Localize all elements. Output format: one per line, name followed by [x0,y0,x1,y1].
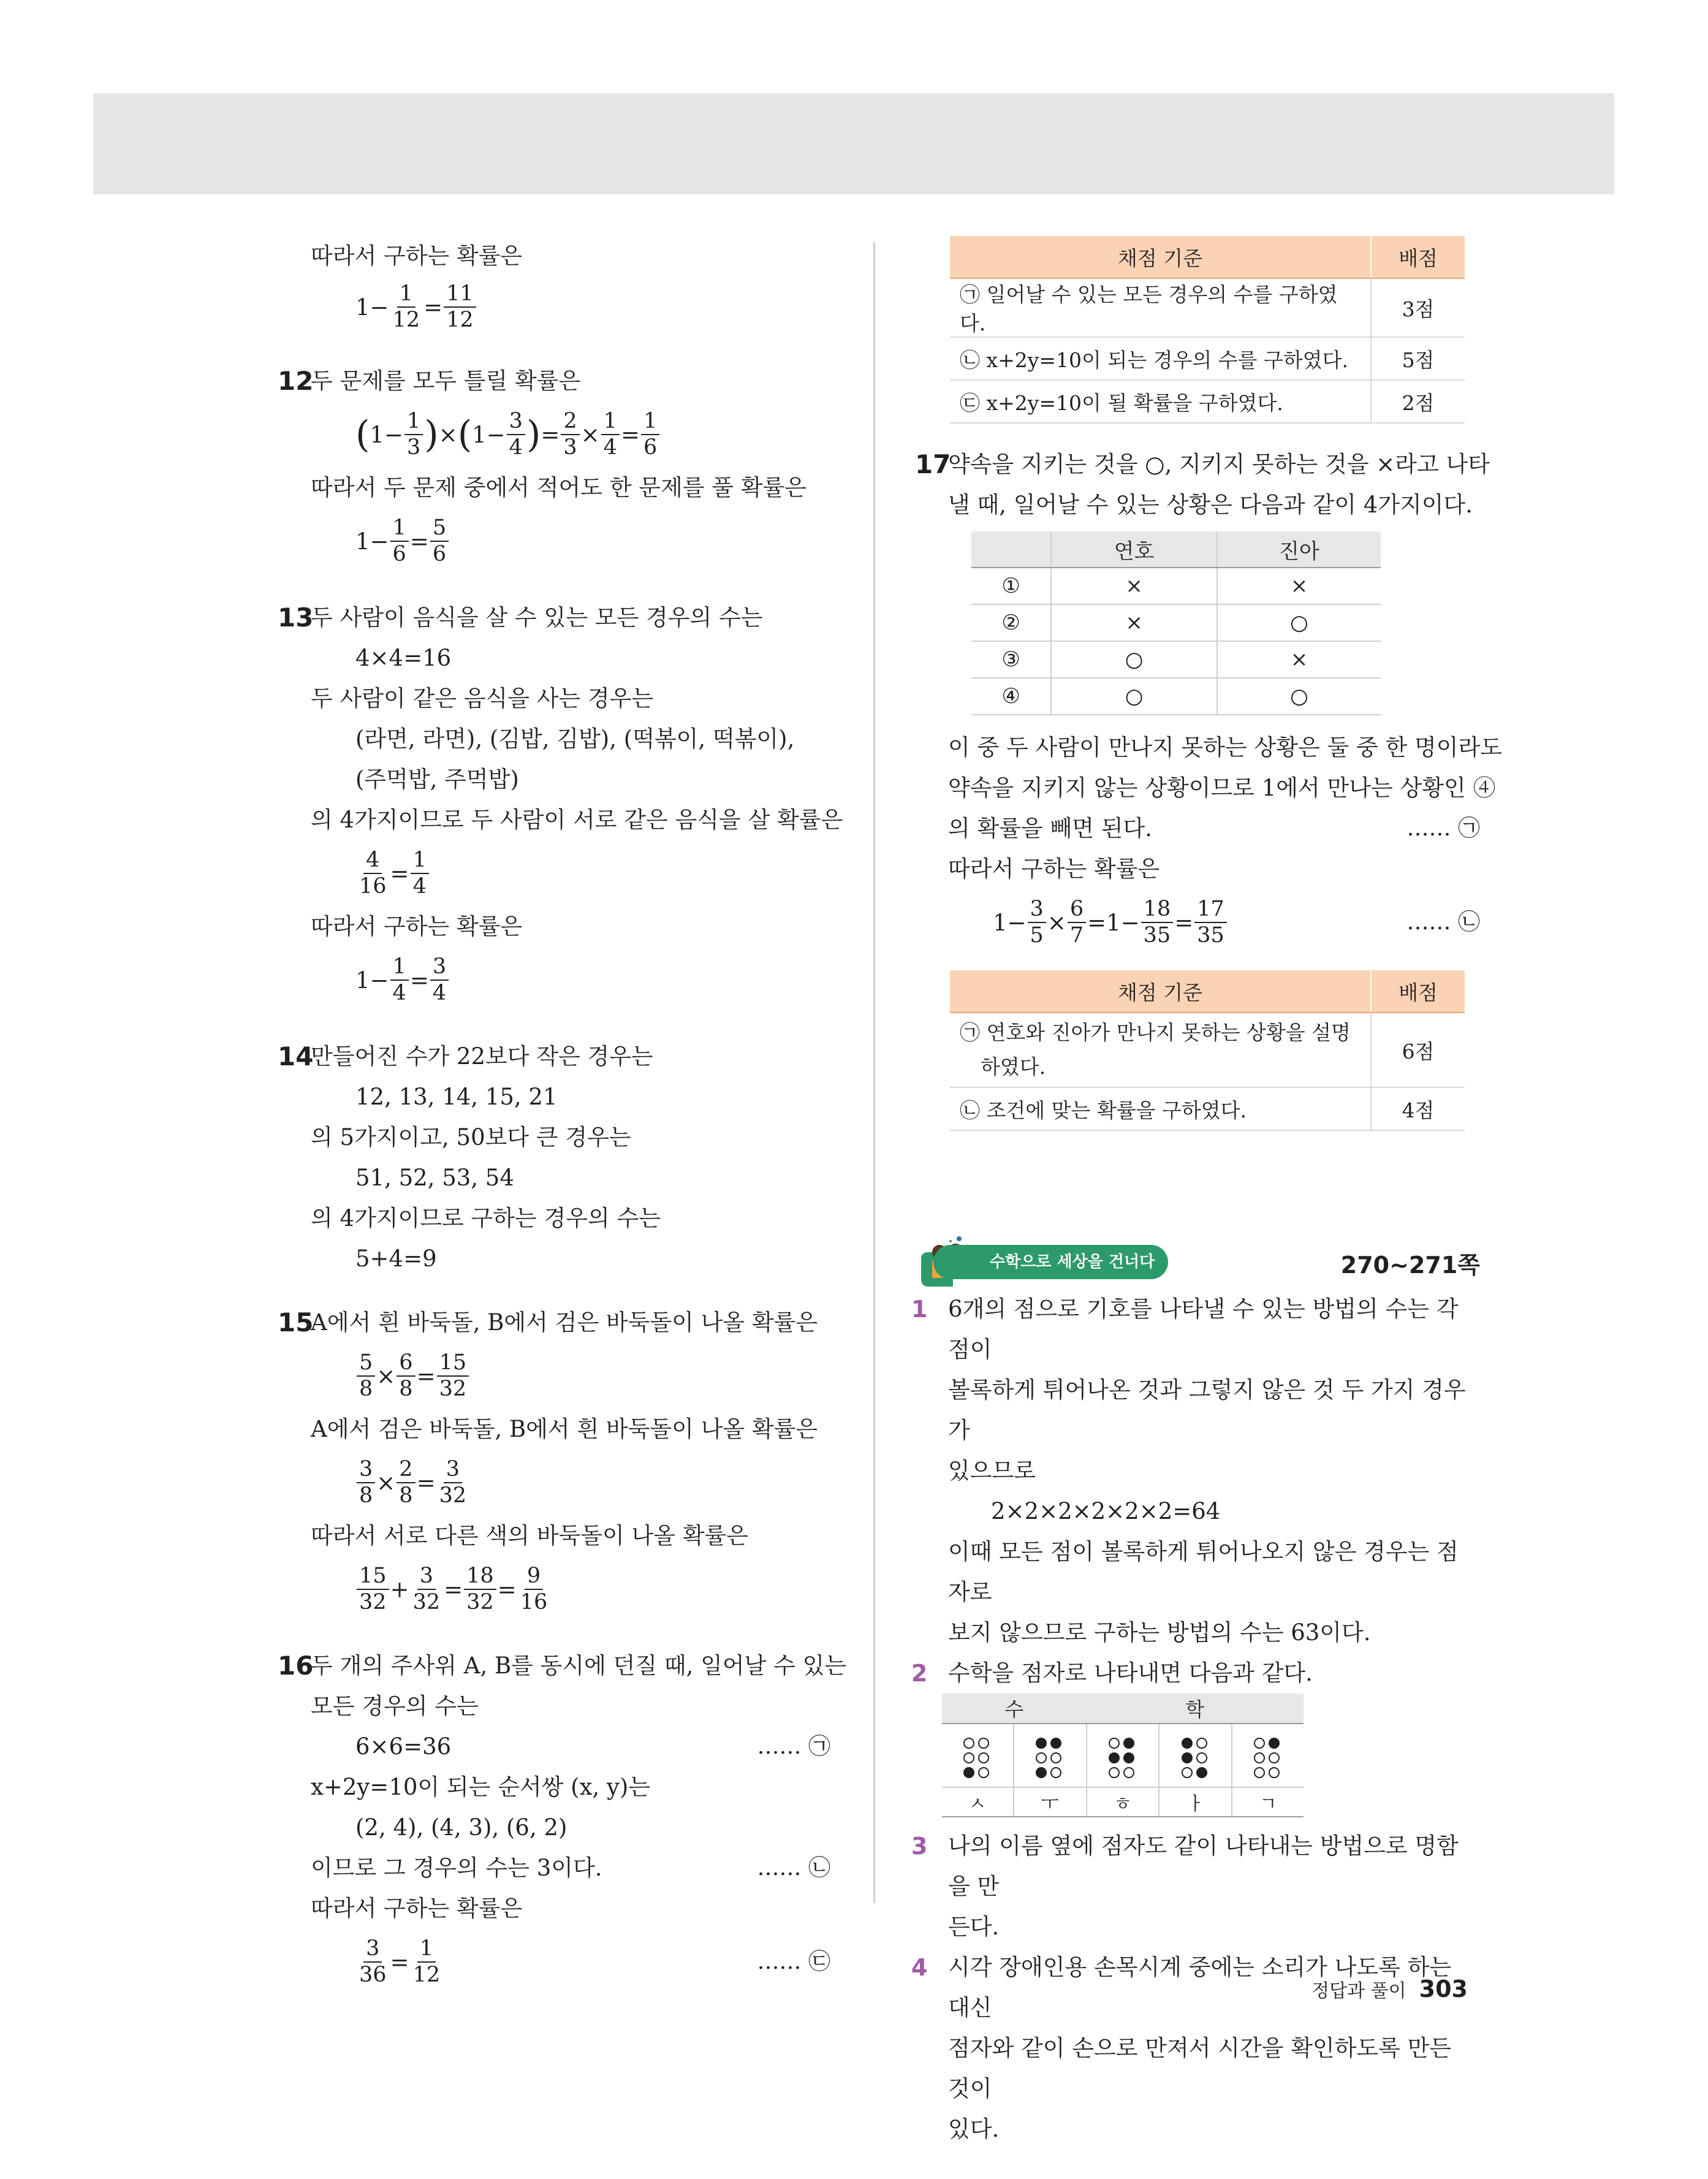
equation: $\frac{3}{36}$ = $\frac{1}{12}$ …… ㉢ [359,1936,830,1987]
table-header: 채점 기준 [950,236,1371,278]
equation: $\frac{15}{32}$ + $\frac{3}{32}$ = $\frac{18}{32}$ = $\frac{9}{16}$ [279,1556,830,1622]
math-term: = [423,294,443,321]
problem-text: 만들어진 수가 22보다 작은 경우는 [311,1043,653,1070]
item-number: 2 [911,1660,928,1687]
intro-text: 따라서 구하는 확률은 [311,243,523,269]
problem-16 [278,1646,847,1686]
text-line: 따라서 서로 다른 색의 바둑돌이 나올 확률은 [311,1523,748,1549]
table-row: ㉢ x+2y=10이 될 확률을 구하였다. 2점 [950,380,1465,423]
grading-table-16 [950,236,1465,424]
text-line: 5+4=9 [355,1245,437,1272]
text-line: 51, 52, 53, 54 [355,1165,514,1191]
step-marker: …… ㉡ [757,1855,830,1880]
footer-label: 정답과 풀이 [1311,1980,1406,2002]
table-header: 학 [1087,1694,1304,1724]
text-line: 의 확률을 빼면 된다. …… ㉠ [916,808,1480,849]
problem-17 [915,444,1490,485]
table-row: ② × ○ [971,604,1381,641]
problem-text: 두 사람이 음식을 살 수 있는 모든 경우의 수는 [311,604,763,631]
equation: $\frac{4}{16}$ = $\frac{1}{4}$ [279,840,830,907]
problem-number: 17 [915,449,951,479]
problem-number: 16 [278,1651,314,1681]
problem-number: 13 [278,603,314,633]
problem-13 [279,598,830,638]
meeting-table [971,531,1381,715]
braille-cell [1182,1738,1210,1781]
text-line: 의 5가지이고, 50보다 큰 경우는 [311,1124,631,1150]
problem-number: 12 [278,366,314,396]
text-line: 따라서 구하는 확률은 [948,856,1160,882]
text-line: A에서 검은 바둑돌, B에서 흰 바둑돌이 나올 확률은 [311,1416,818,1442]
text-line: 약속을 지키지 않는 상황이므로 1에서 만나는 상황인 ④ [948,775,1496,801]
fraction: $\frac{11}{12}$ [444,283,476,332]
page-footer [1311,1976,1468,2002]
braille-cell [1109,1738,1137,1781]
table-row: ㉡ 조건에 맞는 확률을 구하였다. 4점 [950,1087,1465,1130]
table-header: 진아 [1217,531,1381,568]
section-badge: 수학으로 세상을 건너다 [933,1245,1168,1279]
step-marker: …… ㉢ [757,1949,830,1974]
step-marker: …… ㉠ [1406,816,1480,841]
problem-12 [279,361,830,401]
text-line: x+2y=10이 되는 순서쌍 (x, y)는 [311,1774,651,1800]
text-line: (주먹밥, 주먹밥) [355,766,519,793]
table-row: ㉡ x+2y=10이 되는 경우의 수를 구하였다. 5점 [950,337,1465,380]
step-marker: …… ㉡ [1406,910,1480,935]
answer-item-4: 4 시각 장애인용 손목시계 중에는 소리가 나도록 하는 대신 점자와 같이 손으로 만져서 시간을 확인하도록 만든 것이 있다. [916,1947,1480,2150]
braille-cell [1036,1738,1064,1781]
text-line: 12, 13, 14, 15, 21 [355,1084,558,1110]
problem-15 [279,1302,830,1343]
math-term: 1− [355,294,389,321]
table-row: ③ ○ × [971,641,1381,678]
text-line: 따라서 구하는 확률은 [311,1895,523,1922]
step-marker: …… ㉠ [757,1734,830,1759]
equation: $\frac{5}{8}$ × $\frac{6}{8}$ = $\frac{15}{32}$ [279,1343,830,1409]
problem-text: 약속을 지키는 것을 ○, 지키지 못하는 것을 ×라고 나타 [948,451,1490,477]
text-line: (라면, 라면), (김밥, 김밥), (떡볶이, 떡볶이), [355,726,795,752]
table-row: ㉠ 일어날 수 있는 모든 경우의 수를 구하였다. 3점 [950,278,1465,337]
equation: 1− $\frac{1}{4}$ = $\frac{3}{4}$ [279,947,830,1013]
table-header: 채점 기준 [950,970,1371,1013]
text-line: 두 사람이 같은 음식을 사는 경우는 [311,685,654,712]
item-number: 4 [911,1954,928,1981]
left-column [278,236,847,1995]
text-line: 의 4가지이므로 두 사람이 서로 같은 음식을 살 확률은 [311,807,843,833]
problem-text: 두 개의 주사위 A, B를 동시에 던질 때, 일어날 수 있는 [311,1652,847,1679]
braille-cell [963,1738,992,1781]
equation: ( 1− $\frac{1}{3}$ ) × ( 1− $\frac{3}{4}$ ) = $\frac{2}{3}$ × $\frac{1}{4}$ = $\frac{1}{6}$ [279,401,830,468]
page-number: 303 [1419,1976,1468,2002]
problem-number: 14 [278,1041,314,1071]
text-line: 따라서 구하는 확률은 [311,913,523,940]
right-column [911,236,1502,2150]
header-band [93,93,1614,194]
text-line: 낼 때, 일어날 수 있는 상황은 다음과 같이 4가지이다. [948,492,1473,518]
grading-table-17 [950,970,1465,1131]
answer-item-2: 2 수학을 점자로 나타내면 다음과 같다. [916,1653,1480,1694]
text-line: (2, 4), (4, 3), (6, 2) [355,1814,567,1841]
text-line: 이 중 두 사람이 만나지 못하는 상황은 둘 중 한 명이라도 [948,734,1502,761]
table-row: ④ ○ ○ [971,678,1381,715]
text-line: 4×4=16 [355,645,452,671]
item-number: 3 [911,1833,928,1860]
table-header: 수 [942,1694,1087,1724]
equation: 1− $\frac{1}{6}$ = $\frac{5}{6}$ [279,508,830,574]
page-range: 270~271쪽 [1340,1252,1480,1279]
table-row: ① × × [971,568,1381,604]
intro-equation [279,276,830,338]
text-line: 6×6=36 …… ㉠ [279,1727,830,1767]
answer-item-3: 3 나의 이름 옆에 점자도 같이 나타내는 방법으로 명함을 만 든다. [916,1826,1480,1947]
problem-14 [279,1036,830,1077]
text-line: 따라서 두 문제 중에서 적어도 한 문제를 풀 확률은 [311,474,807,501]
braille-table: 수 학 ㅅ ㅜ ㅎ ㅏ ㄱ [942,1694,1304,1817]
answer-item-1: 1 6개의 점으로 기호를 나타낼 수 있는 방법의 수는 각 점이 볼록하게 튀어나온 것과 그렇지 않은 것 두 가지 경우가 있으므로 2×2×2×2×2×2=64 이때 모든 점이 볼록하게 튀어나오지 않은 경우는 점자로 보지 않으므로 구하는 방법의 수는 63이다. [916,1289,1480,1653]
text-line: 의 4가지이므로 구하는 경우의 수는 [311,1205,661,1231]
text-line: 모든 경우의 수는 [311,1693,479,1719]
table-header: 연호 [1051,531,1217,568]
problem-text: A에서 흰 바둑돌, B에서 검은 바둑돌이 나올 확률은 [311,1309,818,1336]
equation: $\frac{3}{8}$ × $\frac{2}{8}$ = $\frac{3}{32}$ [279,1450,830,1516]
table-header: 배점 [1371,970,1465,1013]
braille-cell [1254,1738,1282,1781]
item-number: 1 [911,1296,928,1323]
text-line: 이므로 그 경우의 수는 3이다. …… ㉡ [279,1848,830,1888]
problem-text: 두 문제를 모두 틀릴 확률은 [311,368,581,394]
problem-number: 15 [278,1307,314,1337]
column-divider [873,242,875,1903]
equation: 1− $\frac{3}{5}$ × $\frac{6}{7}$ =1− $\frac{18}{35}$ = $\frac{17}{35}$ …… ㉡ [993,897,1480,948]
table-header: 배점 [1371,236,1465,278]
section-header [916,1234,1480,1287]
fraction: $\frac{1}{12}$ [392,281,420,332]
table-row: ㉠ 연호와 진아가 만나지 못하는 상황을 설명 하였다. 6점 [950,1013,1465,1087]
